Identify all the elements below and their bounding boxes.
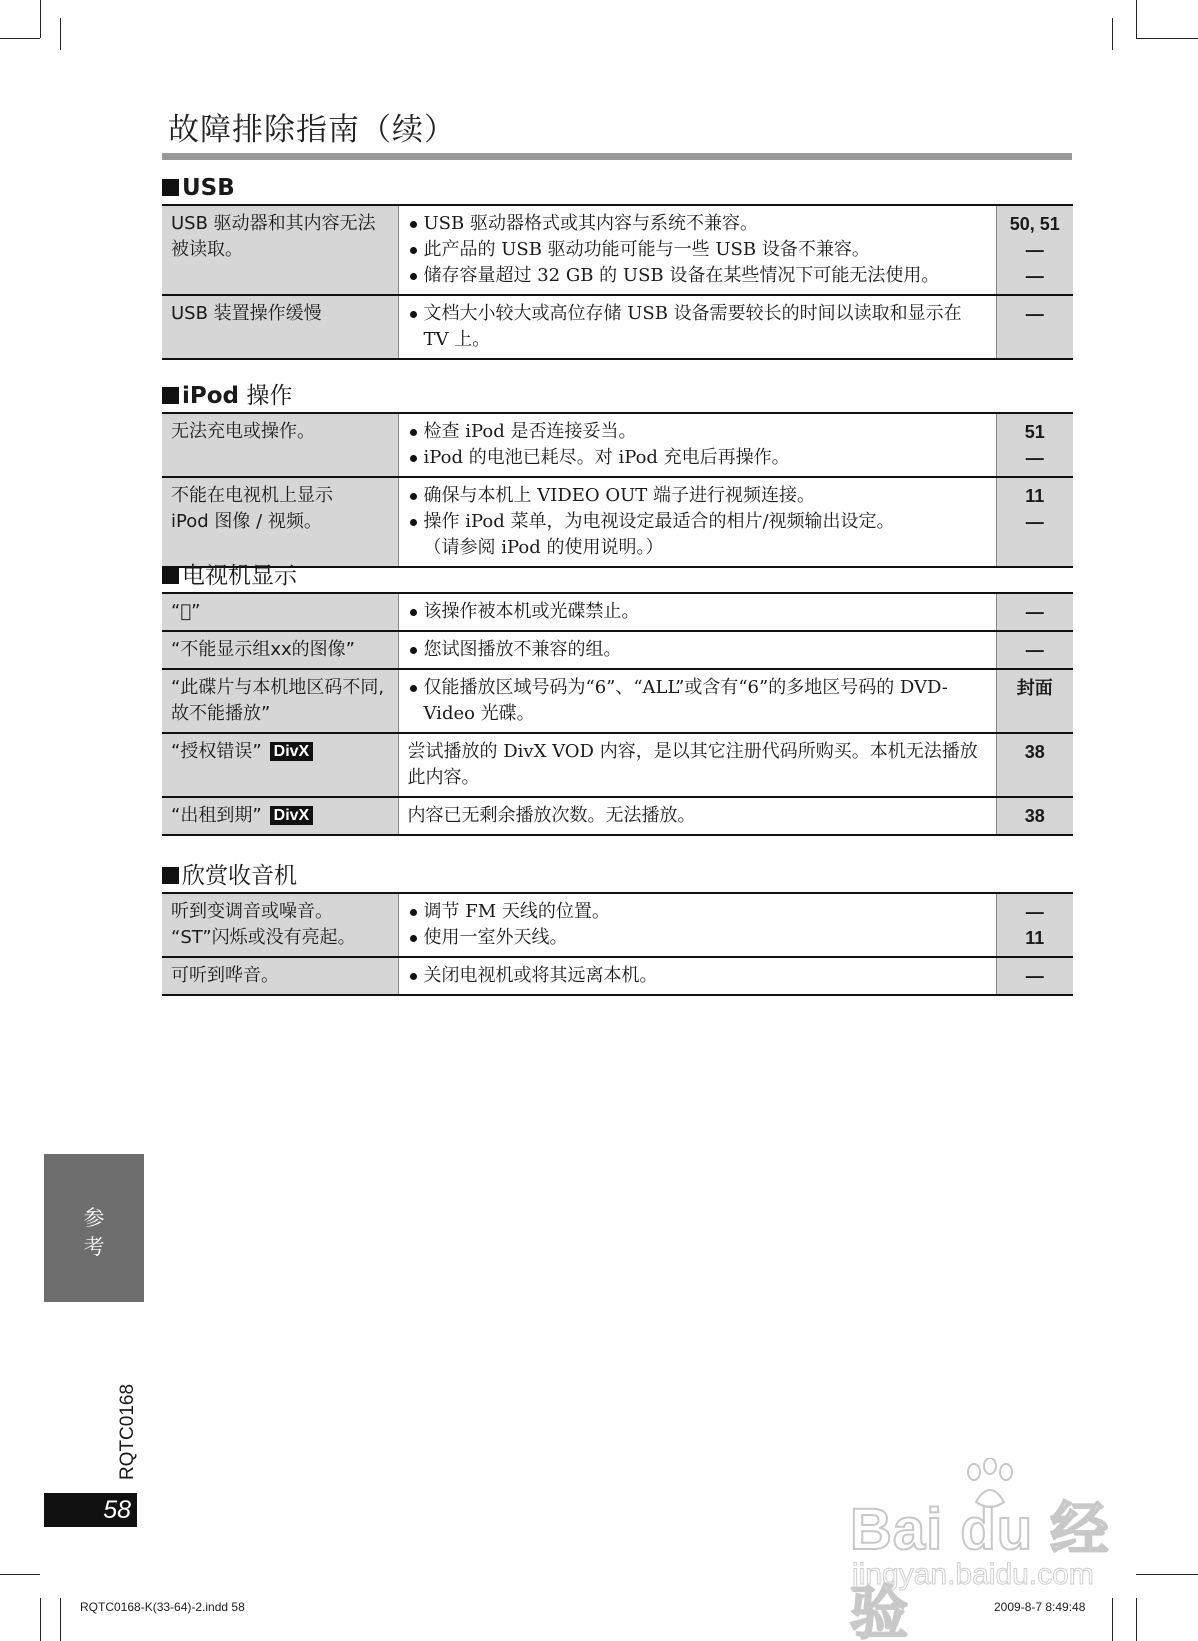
section-ipod — [162, 380, 1073, 568]
problem-line: 听到变调音或噪音。 — [171, 901, 333, 922]
table-row — [162, 893, 1073, 957]
troubleshoot-table — [162, 204, 1073, 360]
page-ref: 11 — [1025, 928, 1045, 948]
title-rule — [162, 153, 1072, 160]
bullet-item: 使用一室外天线。 — [408, 925, 988, 951]
page-ref-cell — [996, 893, 1073, 957]
table-row — [162, 413, 1073, 477]
section-heading: 电视机显示 — [162, 560, 1073, 592]
bullet-item: 此产品的 USB 驱动功能可能与一些 USB 设备不兼容。 — [408, 237, 988, 263]
reference-side-tab — [44, 1154, 144, 1302]
solution-cell — [398, 413, 996, 477]
square-bullet-icon — [162, 567, 179, 584]
problem-cell: 可听到哗音。 — [162, 957, 398, 995]
problem-line: 不能在电视机上显示 — [171, 485, 333, 506]
bullet-item: 您试图播放不兼容的组。 — [408, 637, 988, 663]
section-radio — [162, 860, 1073, 996]
page-ref: — — [1025, 266, 1044, 286]
divx-badge: DivX — [270, 806, 314, 825]
side-tab-char: 参 — [83, 1206, 105, 1230]
solution-cell — [398, 593, 996, 631]
page-ref-cell: — — [996, 631, 1073, 669]
solution-cell — [398, 957, 996, 995]
bullet-item: 调节 FM 天线的位置。 — [408, 899, 988, 925]
page-ref: 50, 51 — [1009, 214, 1060, 234]
watermark-brand: Bai du 经验 — [850, 1497, 1110, 1641]
problem-cell — [162, 797, 398, 835]
bullet-item: 操作 iPod 菜单，为电视设定最适合的相片/视频输出设定。 — [408, 509, 988, 535]
divx-badge: DivX — [270, 742, 314, 761]
troubleshoot-table — [162, 412, 1073, 568]
note-line: （请参阅 iPod 的使用说明。） — [423, 537, 664, 558]
problem-cell: 无法充电或操作。 — [162, 413, 398, 477]
problem-cell: “⃠” — [162, 593, 398, 631]
table-row — [162, 593, 1073, 631]
page-title: 故障排除指南（续） — [168, 112, 456, 148]
page-ref-cell: — — [996, 593, 1073, 631]
square-bullet-icon — [162, 179, 179, 196]
page-ref: 11 — [1025, 486, 1045, 506]
problem-cell: “不能显示组xx的图像” — [162, 631, 398, 669]
square-bullet-icon — [162, 387, 179, 404]
bullet-item: iPod 的电池已耗尽。对 iPod 充电后再操作。 — [408, 445, 988, 471]
page-ref: — — [1025, 902, 1044, 922]
bullet-item: 该操作被本机或光碟禁止。 — [408, 599, 988, 625]
watermark-url: jingyan.baidu.com — [852, 1558, 1094, 1591]
footer-file: RQTC0168-K(33-64)-2.indd 58 — [80, 1600, 245, 1614]
problem-cell — [162, 893, 398, 957]
solution-cell — [398, 669, 996, 733]
page-ref-cell — [996, 295, 1073, 359]
section-heading: 欣赏收音机 — [162, 860, 1073, 892]
side-tab-char: 考 — [83, 1235, 105, 1259]
solution-cell: 尝试播放的 DivX VOD 内容，是以其它注册代码所购买。本机无法播放此内容。 — [398, 733, 996, 797]
problem-cell: USB 驱动器和其内容无法被读取。 — [162, 205, 398, 295]
problem-text: “出租到期” — [171, 805, 262, 826]
problem-cell: USB 装置操作缓慢 — [162, 295, 398, 359]
section-usb — [162, 172, 1073, 360]
page-ref-cell — [996, 477, 1073, 567]
page-ref: — — [1025, 304, 1044, 324]
section-heading: iPod 操作 — [162, 380, 1073, 412]
solution-cell — [398, 477, 996, 567]
table-row — [162, 631, 1073, 669]
footer-timestamp: 2009-8-7 8:49:48 — [994, 1600, 1086, 1614]
solution-cell — [398, 295, 996, 359]
table-row — [162, 957, 1073, 995]
page-ref-cell: 38 — [996, 733, 1073, 797]
table-row — [162, 205, 1073, 295]
page-ref-cell: 38 — [996, 797, 1073, 835]
page-ref: — — [1025, 240, 1044, 260]
problem-text: “授权错误” — [171, 741, 262, 762]
problem-cell — [162, 733, 398, 797]
bullet-item: 关闭电视机或将其远离本机。 — [408, 963, 988, 989]
page-ref-cell: — — [996, 957, 1073, 995]
problem-line: “ST”闪烁或没有亮起。 — [171, 927, 356, 948]
solution-cell: 内容已无剩余播放次数。无法播放。 — [398, 797, 996, 835]
bullet-item: 确保与本机上 VIDEO OUT 端子进行视频连接。 — [408, 483, 988, 509]
table-row — [162, 477, 1073, 567]
square-bullet-icon — [162, 867, 179, 884]
solution-cell — [398, 893, 996, 957]
bullet-item: 文档大小较大或高位存储 USB 设备需要较长的时间以读取和显示在 TV 上。 — [408, 301, 988, 353]
problem-cell: “此碟片与本机地区码不同, 故不能播放” — [162, 669, 398, 733]
document-code: RQTC0168 — [117, 1383, 138, 1481]
solution-cell — [398, 631, 996, 669]
bullet-item: 检查 iPod 是否连接妥当。 — [408, 419, 988, 445]
table-row — [162, 669, 1073, 733]
page-number: 58 — [44, 1493, 137, 1527]
troubleshoot-table — [162, 892, 1073, 996]
page-ref-cell — [996, 413, 1073, 477]
page-ref: — — [1025, 448, 1044, 468]
section-heading: USB — [162, 172, 1073, 204]
page-ref: — — [1025, 512, 1044, 532]
bullet-item: 储存容量超过 32 GB 的 USB 设备在某些情况下可能无法使用。 — [408, 263, 988, 289]
page-ref-cell — [996, 205, 1073, 295]
table-row — [162, 797, 1073, 835]
troubleshoot-table — [162, 592, 1073, 836]
bullet-item: USB 驱动器格式或其内容与系统不兼容。 — [408, 211, 988, 237]
problem-line: iPod 图像 / 视频。 — [171, 511, 322, 532]
page-ref-cell: 封面 — [996, 669, 1073, 733]
bullet-item: 仅能播放区域号码为“6”、“ALL”或含有“6”的多地区号码的 DVD- Video 光碟。 — [408, 675, 988, 727]
section-tv-display — [162, 560, 1073, 836]
page-ref: 51 — [1024, 422, 1045, 442]
table-row — [162, 295, 1073, 359]
problem-cell — [162, 477, 398, 567]
solution-cell — [398, 205, 996, 295]
table-row — [162, 733, 1073, 797]
